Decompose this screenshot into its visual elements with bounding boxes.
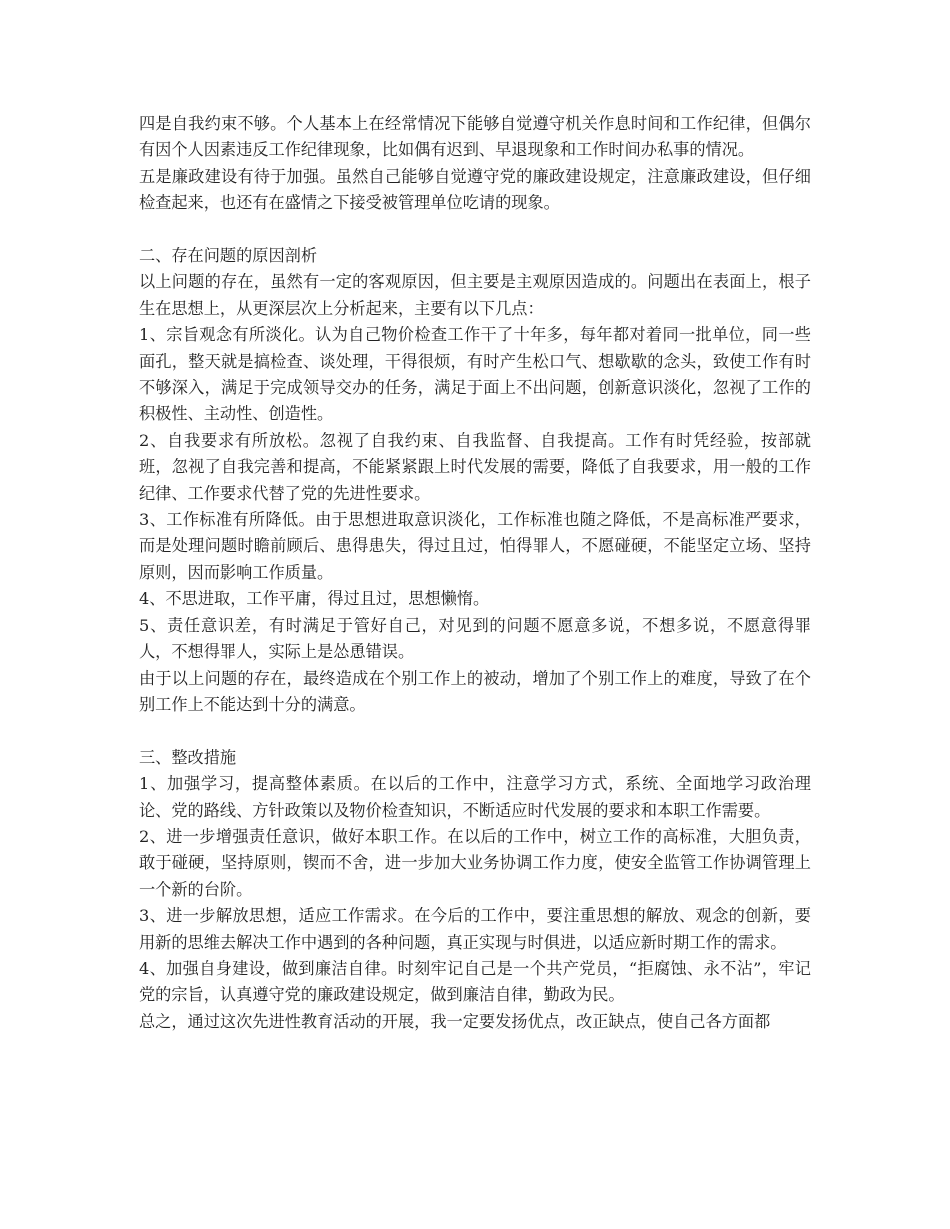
measure-item-4: 4、加强自身建设，做到廉洁自律。时刻牢记自己是一个共产党员，“拒腐蚀、永不沾”，牢记党的宗旨，认真遵守党的廉政建设规定，做到廉洁自律，勤政为民。 <box>139 958 811 1005</box>
measure-item-1: 1、加强学习，提高整体素质。在以后的工作中，注意学习方式，系统、全面地学习政治理论、党的路线、方针政策以及物价检查知识，不断适应时代发展的要求和本职工作需要。 <box>139 774 811 820</box>
paragraph-gap <box>139 718 811 744</box>
cause-item-3: 3、工作标准有所降低。由于思想进取意识淡化，工作标准也随之降低，不是高标准严要求，而是处理问题时瞻前顾后、患得患失，得过且过，怕得罪人，不愿碰硬，不能坚定立场、坚持原则，因而影响工作质量。 <box>139 510 811 582</box>
paragraph-clean-government: 五是廉政建设有待于加强。虽然自己能够自觉遵守党的廉政建设规定，注意廉政建设，但仔细检查起来，也还有在盛情之下接受被管理单位吃请的现象。 <box>139 166 811 213</box>
cause-item-4: 4、不思进取，工作平庸，得过且过，思想懒惰。 <box>139 589 490 609</box>
cause-item-1: 1、宗旨观念有所淡化。认为自己物价检查工作干了十年多，每年都对着同一批单位，同一些面孔，整天就是搞检查、谈处理，干得很烦，有时产生松口气、想歇歇的念头，致使工作有时不够深入，满足于完成领导交办的任务，满足于面上不出问题，创新意识淡化，忽视了工作的积极性、主动性、创造性。 <box>139 325 811 424</box>
section-heading-rectification: 三、整改措施 <box>139 747 237 767</box>
cause-item-5: 5、责任意识差，有时满足于管好自己，对见到的问题不愿意多说，不想多说，不愿意得罪人，不想得罪人，实际上是怂恿错误。 <box>139 615 811 662</box>
document-body <box>139 111 811 1035</box>
paragraph-conclusion: 总之，通过这次先进性教育活动的开展，我一定要发扬优点，改正缺点，使自己各方面都 <box>139 1011 771 1031</box>
measure-item-3: 3、进一步解放思想，适应工作需求。在今后的工作中，要注重思想的解放、观念的创新，要用新的思维去解决工作中遇到的各种问题，真正实现与时俱进，以适应新时期工作的需求。 <box>139 906 811 952</box>
cause-item-2: 2、自我要求有所放松。忽视了自我约束、自我监督、自我提高。工作有时凭经验，按部就班，忽视了自我完善和提高，不能紧紧跟上时代发展的需要，降低了自我要求，用一般的工作纪律、工作要求代替了党的先进性要求。 <box>139 430 811 503</box>
paragraph-cause-summary: 由于以上问题的存在，最终造成在个别工作上的被动，增加了个别工作上的难度，导致了在个别工作上不能达到十分的满意。 <box>139 668 811 714</box>
paragraph-gap <box>139 217 811 243</box>
section-heading-cause-analysis: 二、存在问题的原因剖析 <box>139 246 318 266</box>
paragraph-cause-intro: 以上问题的存在，虽然有一定的客观原因，但主要是主观原因造成的。问题出在表面上，根子生在思想上，从更深层次上分析起来，主要有以下几点： <box>139 272 811 318</box>
measure-item-2: 2、进一步增强责任意识，做好本职工作。在以后的工作中，树立工作的高标准，大胆负责，敢于碰硬，坚持原则，锲而不舍，进一步加大业务协调工作力度，使安全监管工作协调管理上一个新的台阶。 <box>139 826 811 899</box>
paragraph-self-discipline: 四是自我约束不够。个人基本上在经常情况下能够自觉遵守机关作息时间和工作纪律，但偶尔有因个人因素违反工作纪律现象，比如偶有迟到、早退现象和工作时间办私事的情况。 <box>139 114 811 160</box>
